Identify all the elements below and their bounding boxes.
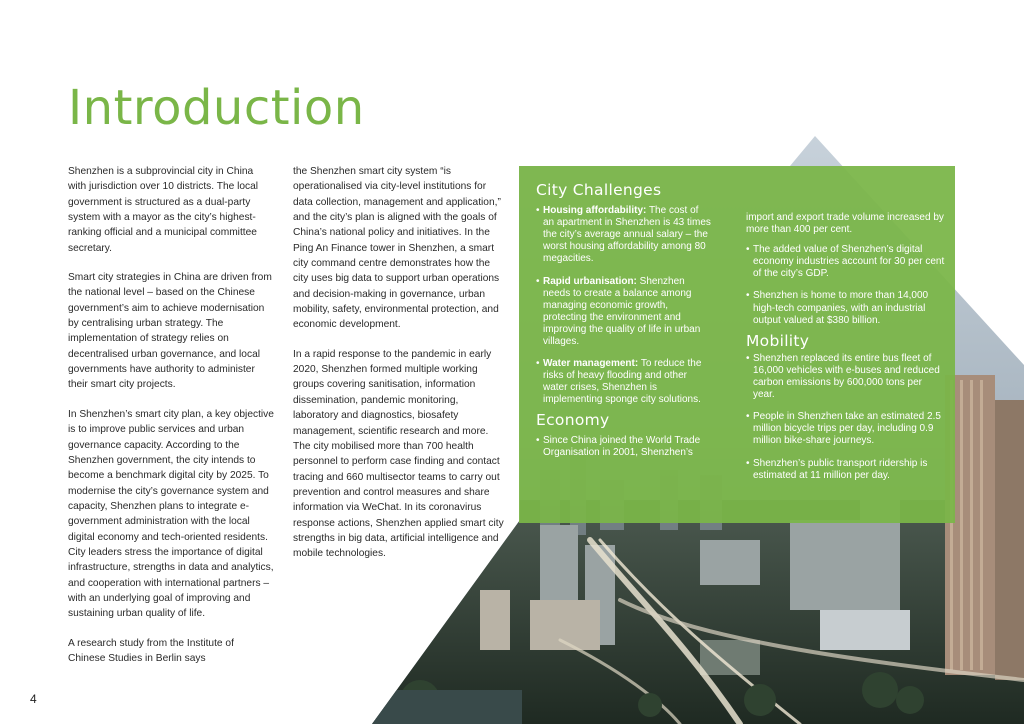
list-item — [536, 205, 712, 265]
panel-column-1 — [536, 181, 712, 469]
item-text: To reduce the risks of heavy flooding and other water crises, Shenzhen is implementing sponge city solutions. — [543, 358, 702, 406]
list-item — [536, 358, 712, 406]
list-item: • Shenzhen’s public transport ridership is estimated at 11 million per day. — [746, 458, 946, 482]
paragraph: In a rapid response to the pandemic in early 2020, Shenzhen formed multiple working groups covering sanitisation, information dissemination, pandemic monitoring, laboratory and diagnostics, biosafety management, scientific research and more. The city mobilised more than 700 health personnel to perform case finding and contact tracing and 660 multisector teams to carry out prevention and control measures and share information via WeChat. In its coronavirus response actions, Shenzhen applied smart city strengths in big data, artificial intelligence and mobile technologies. — [293, 348, 504, 560]
item-text: Shenzhen needs to create a balance among managing economic growth, protecting the environment and improving the quality of life in urban villages. — [543, 275, 701, 348]
item-label: Rapid urbanisation: — [543, 275, 637, 287]
paragraph: In Shenzhen’s smart city plan, a key objective is to improve public services and urban governance capacity. According to the Shenzhen government, the city intends to become a benchmark digital city by 2025. To modernise the city’s governance system and capacity, Shenzhen plans to integrate e-government administration with the local digital economy and tech-oriented residents. City leaders stress the importance of digital infrastructure, strengths in data and analytics, and cooperation with international partners – with an underlying goal of improving and sustaining urban quality of life. — [68, 408, 274, 620]
body-column-2 — [293, 164, 505, 576]
list-item: • The added value of Shenzhen’s digital economy industries account for 30 per cent of the city’s GDP. — [746, 244, 946, 280]
list-item: • Shenzhen replaced its entire bus fleet of 16,000 vehicles with e-buses and reduced carbon emissions by 600,000 tons per year. — [746, 353, 946, 401]
page-title: Introduction — [68, 80, 365, 136]
economy-list-continued — [746, 244, 946, 327]
paragraph: Shenzhen is a subprovincial city in China with jurisdiction over 10 districts. The local government is structured as a dual-party system with a mayor as the city’s highest-ranking official and a municipal committee secretary. — [68, 166, 259, 254]
paragraph: A research study from the Institute of Chinese Studies in Berlin says — [68, 637, 234, 664]
item-label: Housing affordability: — [543, 205, 647, 217]
item-label: Water management: — [543, 358, 639, 370]
economy-item-continued: import and export trade volume increased by more than 400 per cent. — [746, 212, 944, 236]
list-item: • People in Shenzhen take an estimated 2.5 million bicycle trips per day, including 0.9 million bike-share journeys. — [746, 411, 946, 447]
challenges-list — [536, 205, 712, 406]
list-item: • Since China joined the World Trade Organisation in 2001, Shenzhen’s — [536, 435, 712, 459]
item-text: The cost of an apartment in Shenzhen is 43 times the city’s average annual salary – the worst housing affordability among 80 megacities. — [543, 205, 711, 265]
body-column-1 — [68, 164, 274, 680]
panel-column-2 — [746, 212, 946, 492]
paragraph: Smart city strategies in China are driven from the national level – based on the Chinese government’s aim to achieve modernisation by centralising urban strategy. The implementation of strategy relies on decentralised urban governance, and local governments have authority to administer their smart city projects. — [68, 272, 272, 391]
city-challenges-heading: City Challenges — [536, 181, 662, 199]
list-item — [536, 276, 712, 349]
economy-list — [536, 435, 712, 459]
list-item: • Shenzhen is home to more than 14,000 high-tech companies, with an industrial output valued at $380 billion. — [746, 290, 946, 326]
page-number: 4 — [30, 692, 37, 706]
economy-heading: Economy — [536, 410, 610, 429]
mobility-heading: Mobility — [746, 331, 810, 350]
paragraph: the Shenzhen smart city system “is operationalised via city-level institutions for data collection, management and application,” and the city’s plan is aligned with the goals of China’s national policy and initiatives. In the Ping An Finance tower in Shenzhen, a smart city command centre demonstrates how the city uses big data to support urban operations and decision-making in governance, urban mobility, safety, environmental protection, and economic development. — [293, 166, 501, 331]
mobility-list — [746, 353, 946, 482]
